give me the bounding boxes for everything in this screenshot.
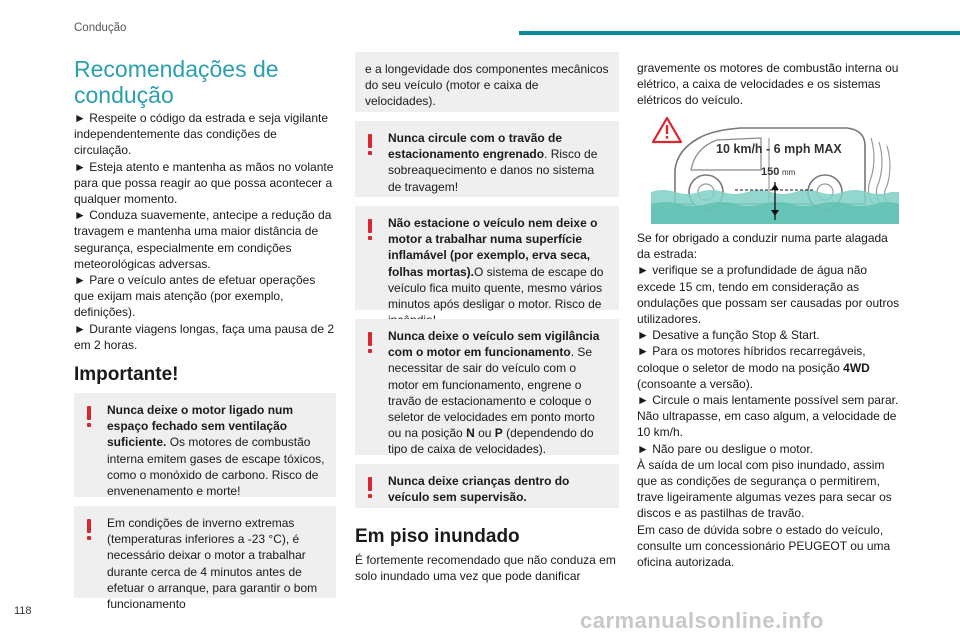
flood-step-text: (consoante a versão). [637,376,754,391]
warning-icon [367,332,373,355]
warning-icon [367,477,373,500]
warning-note-children [355,464,619,508]
warning-text: O sistema de escape do veículo fica muito quente, mesmo vários minutos após desligar o motor. Risco de [388,264,604,312]
mode-4wd: 4WD [843,360,870,375]
warning-bold: Nunca deixe o motor ligado num espaço fechado sem ventilação suficiente. [107,403,294,450]
flood-step: ► Não pare ou desligue o motor. [637,441,813,456]
warning-text: Os motores de combustão interna emitem gases de escape tóxicos, como o monóxido de carbono. Risco de envenenamento e morte! [107,435,325,499]
flood-step-text: ► Para os motores híbridos recarregáveis, coloque o seletor de modo na posição [637,344,866,375]
driving-recommendations [74,110,336,353]
flooded-road-illustration [651,112,899,224]
warning-triangle-icon [653,118,681,142]
flood-paragraph: Em caso de dúvida sobre o estado do veículo, consulte um concessionário PEUGEOT ou uma oficina autorizada. [637,522,891,570]
gear-n: N [466,426,475,441]
warning-note-winter-cont [355,52,619,112]
header-accent-bar [519,31,960,35]
warning-icon [367,134,373,157]
recommendation-item: ► Conduza suavemente, antecipe a redução da travagem e mantenha uma maior distância de segurança, especialmente em condições meteorológicas adversas. [74,208,332,271]
warning-icon [367,219,373,242]
warning-note-flammable [355,206,619,310]
recommendation-item: ► Durante viagens longas, faça uma pausa de 2 em 2 horas. [74,321,335,352]
flood-step: ► Desative a função Stop & Start. [637,328,820,343]
flood-intro: É fortemente recomendado que não conduza em solo inundado uma vez que pode danificar [355,553,616,584]
depth-value: 150 [761,166,780,178]
warning-icon [86,519,92,542]
warning-text: (dependendo do tipo de caixa de velocidades). [388,426,594,457]
depth-unit: mm [782,168,796,177]
page-number: 118 [14,605,32,617]
flood-intro-cont: gravemente os motores de combustão interna ou elétrico, a caixa de velocidades e os sistemas elétricos do veículo. [637,61,899,108]
warning-text: ou [474,426,495,441]
section-title: Condução [74,22,127,34]
speed-limit-label: 10 km/h - 6 mph MAX [716,142,842,156]
flood-step: ► Circule o mais lentamente possível sem parar. Não ultrapasse, em caso algum, a velocidade de 10 km/h. [637,393,899,440]
warning-text: Em condições de inverno extremas (temperaturas inferiores a -23 °C), é necessário deixar o motor a trabalhar durante cerca de 4 minutos antes de efetuar o arranque, para garantir o bom funcionamento [107,516,318,612]
flood-paragraph: À saída de um local com piso inundado, assim que as condições de segurança o permitirem, trave ligeiramente algumas vezes para secar os discos e as pastilhas de travão. [637,457,892,521]
warning-note-unattended [355,319,619,455]
recommendation-item: ► Esteja atento e mantenha as mãos no volante para que possa reagir ao que possa acontecer a qualquer momento. [74,159,334,207]
gear-p: P [494,426,503,441]
warning-text: . Se necessitar de sair do veículo com o motor em funcionamento, engrene o travão de estacionamento e coloque o seletor de velocidades em ponto morto ou na posição [388,345,595,441]
recommendation-item: ► Pare o veículo antes de efetuar operações que exijam mais atenção (por exemplo, definições). [74,273,316,320]
flood-step [637,343,901,392]
warning-bold: Nunca deixe o veículo sem vigilância com o motor em funcionamento [388,329,600,360]
warning-note-parking-brake [355,121,619,197]
warning-bold: Não estacione o veículo nem deixe o motor a trabalhar numa superfície inflamável (por exemplo, erva seca, folhas mortas). [388,216,598,279]
recommendation-item: ► Respeite o código da estrada e seja vigilante independentemente das condições de circulação. [74,111,329,158]
flood-step: ► verifique se a profundidade de água não excede 15 cm, tendo em consideração as ondulações que possam ser causadas por outros utilizadores. [637,263,900,327]
flood-heading: Em piso inundado [355,526,520,547]
warning-text: e a longevidade dos componentes mecânicos do seu veículo (motor e caixa de velocidades). [365,62,609,109]
warning-text: . Risco de sobreaquecimento e danos no sistema de travagem! [388,147,598,194]
warning-note-ventilation [74,393,336,497]
flood-instructions [637,230,901,570]
warning-note-winter [74,506,336,612]
warning-icon [86,406,92,429]
page-title: Recomendações de condução [74,56,279,108]
warning-bold: Nunca circule com o travão de estacionamento engrenado [388,131,563,162]
flood-paragraph: Se for obrigado a conduzir numa parte alagada da estrada: [637,231,888,262]
important-heading: Importante! [74,364,179,385]
watermark: carmanualsonline.info [580,608,824,633]
warning-bold: Nunca deixe crianças dentro do veículo sem supervisão. [388,474,570,505]
